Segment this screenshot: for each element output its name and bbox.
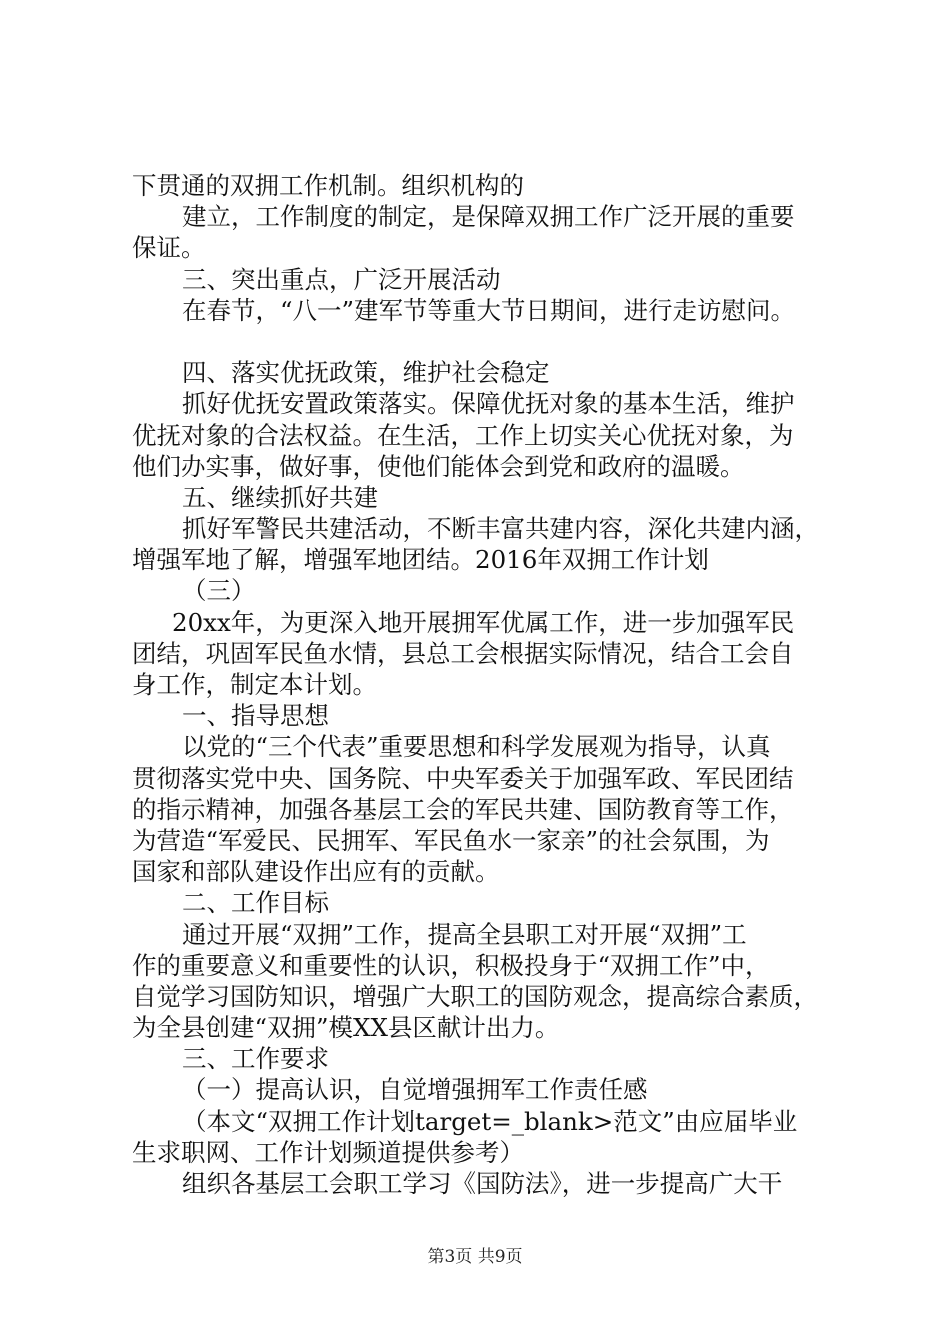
paragraph-line: 团结，巩固军民鱼水情，县总工会根据实际情况，结合工会自	[132, 638, 794, 668]
paragraph-line: 通过开展“双拥”工作，提高全县职工对开展“双拥”工	[182, 919, 747, 949]
paragraph-line: 建立，工作制度的制定，是保障双拥工作广泛开展的重要	[182, 202, 795, 232]
paragraph-line: 抓好优抚安置政策落实。保障优抚对象的基本生活，维护	[182, 389, 795, 419]
paragraph-line: 身工作，制定本计划。	[132, 670, 377, 699]
paragraph-line: 二、工作目标	[182, 888, 329, 918]
paragraph-line: （一）提高认识，自觉增强拥军工作责任感	[182, 1075, 648, 1105]
paragraph-line: 以党的“三个代表”重要思想和科学发展观为指导，认真	[182, 732, 771, 762]
paragraph-line: 下贯通的双拥工作机制。组织机构的	[132, 171, 524, 200]
paragraph-line: 为营造“军爱民、民拥军、军民鱼水一家亲”的社会氛围，为	[132, 825, 770, 855]
paragraph-line: 在春节，“八一”建军节等重大节日期间，进行走访慰问。	[182, 295, 796, 325]
paragraph-line: 贯彻落实党中央、国务院、中央军委关于加强军政、军民团结	[132, 763, 794, 793]
paragraph-line: 抓好军警民共建活动，不断丰富共建内容，深化共建内涵，	[182, 514, 819, 544]
paragraph-line: 他们办实事，做好事，使他们能体会到党和政府的温暖。	[132, 451, 745, 481]
paragraph-line: 20xx年，为更深入地开展拥军优属工作，进一步加强军民	[172, 607, 795, 637]
document-body	[132, 170, 852, 1199]
paragraph-line: 自觉学习国防知识，增强广大职工的国防观念，提高综合素质，	[132, 981, 818, 1011]
paragraph-line: 四、落实优抚政策，维护社会稳定	[182, 358, 550, 388]
page-footer: 第3页 共9页	[427, 1247, 523, 1267]
paragraph-line: （本文“双拥工作计划target=_blank>范文”由应届毕业	[182, 1106, 798, 1136]
paragraph-line: 生求职网、工作计划频道提供参考）	[132, 1137, 524, 1167]
paragraph-line: 增强军地了解，增强军地团结。2016年双拥工作计划	[132, 545, 709, 575]
paragraph-line: 组织各基层工会职工学习《国防法》，进一步提高广大干	[182, 1169, 783, 1198]
paragraph-line: 国家和部队建设作出应有的贡献。	[132, 857, 500, 887]
paragraph-line: 五、继续抓好共建	[182, 482, 378, 512]
paragraph-line: （三）	[182, 576, 256, 606]
paragraph-line: 三、突出重点，广泛开展活动	[182, 264, 501, 294]
paragraph-line: 一、指导思想	[182, 701, 329, 731]
paragraph-line: 为全县创建“双拥”模XX县区献计出力。	[132, 1013, 560, 1043]
paragraph-line: 的指示精神，加强各基层工会的军民共建、国防教育等工作，	[132, 794, 794, 824]
paragraph-line: 保证。	[132, 233, 206, 263]
paragraph-line: 优抚对象的合法权益。在生活，工作上切实关心优抚对象，为	[132, 420, 794, 450]
paragraph-line	[132, 326, 852, 357]
paragraph-line: 作的重要意义和重要性的认识，积极投身于“双拥工作”中，	[132, 950, 770, 980]
paragraph-line: 三、工作要求	[182, 1044, 329, 1074]
